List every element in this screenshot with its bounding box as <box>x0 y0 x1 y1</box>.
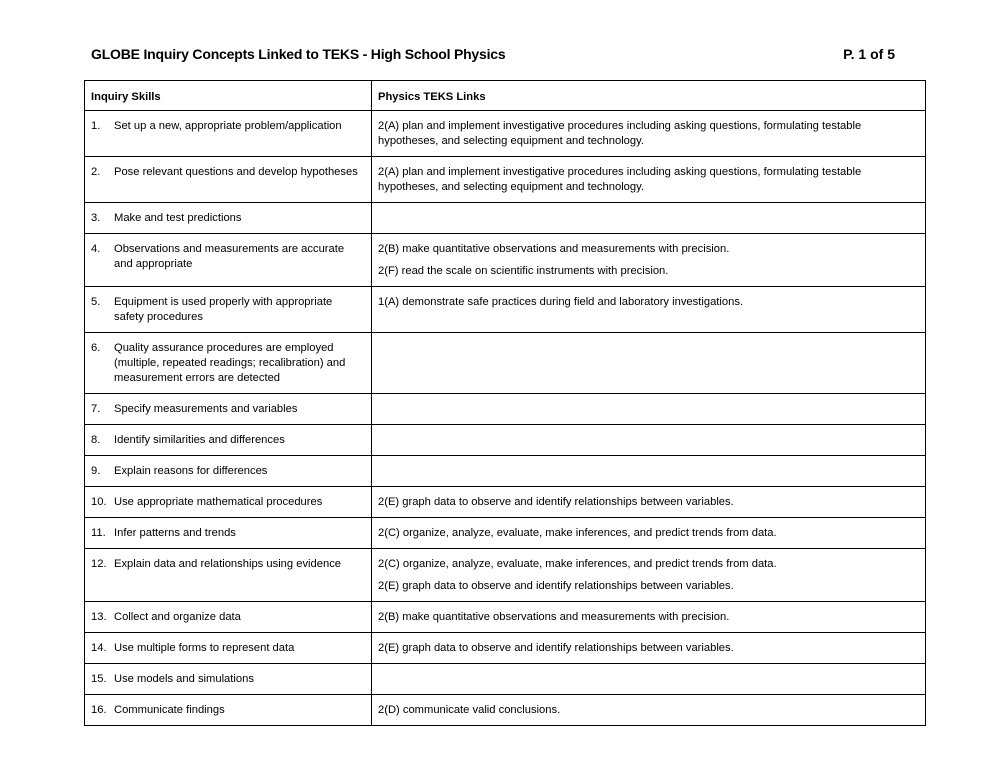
table-row <box>85 456 926 487</box>
teks-links-cell <box>372 157 926 203</box>
skill-number: 12. <box>91 558 107 570</box>
skill-text: Equipment is used properly with appropriate safety procedures <box>114 296 333 323</box>
skill-number: 6. <box>91 342 101 354</box>
teks-links-cell <box>372 549 926 602</box>
table-row <box>85 234 926 287</box>
table-row <box>85 633 926 664</box>
column-header-physics-teks-links: Physics TEKS Links <box>372 81 926 111</box>
skill-number: 9. <box>91 465 101 477</box>
table-row <box>85 157 926 203</box>
skill-text: Use multiple forms to represent data <box>114 642 295 654</box>
teks-link-text: 2(E) graph data to observe and identify relationships between variables. <box>378 496 734 508</box>
skill-text: Specify measurements and variables <box>114 403 298 415</box>
skill-number: 15. <box>91 673 107 685</box>
inquiry-skill-cell <box>85 695 372 726</box>
skill-text: Identify similarities and differences <box>114 434 285 446</box>
skill-number: 2. <box>91 166 101 178</box>
table-row <box>85 425 926 456</box>
teks-link-text: 2(B) make quantitative observations and measurements with precision. <box>378 611 730 623</box>
column-header-inquiry-skills: Inquiry Skills <box>85 81 372 111</box>
teks-links-cell <box>372 203 926 234</box>
table-row <box>85 549 926 602</box>
page-number: P. 1 of 5 <box>843 46 895 62</box>
inquiry-skill-cell <box>85 487 372 518</box>
skill-text: Explain reasons for differences <box>114 465 268 477</box>
inquiry-skill-cell <box>85 333 372 394</box>
table-row <box>85 518 926 549</box>
teks-links-cell <box>372 664 926 695</box>
teks-link-text: 2(C) organize, analyze, evaluate, make inferences, and predict trends from data. <box>378 558 777 570</box>
inquiry-skill-cell <box>85 203 372 234</box>
teks-link-text: 2(A) plan and implement investigative procedures including asking questions, formulating testable hypotheses, and selecting equipment and technology. <box>378 166 862 193</box>
table-row <box>85 394 926 425</box>
teks-link-text: 2(E) graph data to observe and identify relationships between variables. <box>378 580 734 592</box>
teks-links-cell <box>372 234 926 287</box>
skill-text: Quality assurance procedures are employed (multiple, repeated readings; recalibration) and measurement errors are detected <box>114 342 346 384</box>
skill-text: Collect and organize data <box>114 611 241 623</box>
skill-text: Explain data and relationships using evidence <box>114 558 342 570</box>
teks-links-cell <box>372 518 926 549</box>
teks-link-text: 1(A) demonstrate safe practices during field and laboratory investigations. <box>378 296 744 308</box>
skill-text: Infer patterns and trends <box>114 527 236 539</box>
skill-number: 8. <box>91 434 101 446</box>
table-row <box>85 287 926 333</box>
table-row <box>85 487 926 518</box>
skill-number: 13. <box>91 611 107 623</box>
inquiry-skill-cell <box>85 518 372 549</box>
teks-links-cell <box>372 456 926 487</box>
skill-number: 4. <box>91 243 101 255</box>
inquiry-skill-cell <box>85 287 372 333</box>
skill-number: 7. <box>91 403 101 415</box>
table-row <box>85 664 926 695</box>
table-row <box>85 333 926 394</box>
teks-links-cell <box>372 111 926 157</box>
teks-link-text: 2(C) organize, analyze, evaluate, make inferences, and predict trends from data. <box>378 527 777 539</box>
teks-links-cell <box>372 695 926 726</box>
skill-number: 5. <box>91 296 101 308</box>
inquiry-skill-cell <box>85 234 372 287</box>
skill-text: Use appropriate mathematical procedures <box>114 496 323 508</box>
table-body <box>85 111 926 726</box>
table-row <box>85 602 926 633</box>
table-header-row <box>85 81 926 111</box>
teks-link-text: 2(E) graph data to observe and identify relationships between variables. <box>378 642 734 654</box>
inquiry-skill-cell <box>85 633 372 664</box>
skill-number: 11. <box>91 527 106 539</box>
teks-links-cell <box>372 602 926 633</box>
inquiry-skill-cell <box>85 394 372 425</box>
teks-links-cell <box>372 394 926 425</box>
table-row <box>85 111 926 157</box>
page-header <box>91 46 895 66</box>
inquiry-skill-cell <box>85 549 372 602</box>
inquiry-skill-cell <box>85 157 372 203</box>
inquiry-skill-cell <box>85 111 372 157</box>
teks-links-cell <box>372 633 926 664</box>
teks-links-cell <box>372 287 926 333</box>
table-row <box>85 203 926 234</box>
teks-links-cell <box>372 333 926 394</box>
skill-number: 14. <box>91 642 107 654</box>
table-row <box>85 695 926 726</box>
teks-link-text: 2(B) make quantitative observations and measurements with precision. <box>378 243 730 255</box>
inquiry-skill-cell <box>85 664 372 695</box>
skill-text: Use models and simulations <box>114 673 254 685</box>
skill-text: Make and test predictions <box>114 212 242 224</box>
skill-text: Set up a new, appropriate problem/application <box>114 120 342 132</box>
document-title: GLOBE Inquiry Concepts Linked to TEKS - High School Physics <box>91 46 506 62</box>
inquiry-skill-cell <box>85 425 372 456</box>
teks-links-cell <box>372 425 926 456</box>
skill-number: 3. <box>91 212 101 224</box>
inquiry-teks-table <box>84 80 926 726</box>
skill-text: Pose relevant questions and develop hypotheses <box>114 166 358 178</box>
inquiry-skill-cell <box>85 456 372 487</box>
skill-number: 1. <box>91 120 101 132</box>
skill-number: 16. <box>91 704 107 716</box>
teks-link-text: 2(D) communicate valid conclusions. <box>378 704 561 716</box>
teks-link-text: 2(F) read the scale on scientific instruments with precision. <box>378 265 669 277</box>
teks-link-text: 2(A) plan and implement investigative procedures including asking questions, formulating testable hypotheses, and selecting equipment and technology. <box>378 120 862 147</box>
skill-text: Observations and measurements are accurate and appropriate <box>114 243 345 270</box>
skill-text: Communicate findings <box>114 704 225 716</box>
skill-number: 10. <box>91 496 107 508</box>
teks-links-cell <box>372 487 926 518</box>
inquiry-skill-cell <box>85 602 372 633</box>
